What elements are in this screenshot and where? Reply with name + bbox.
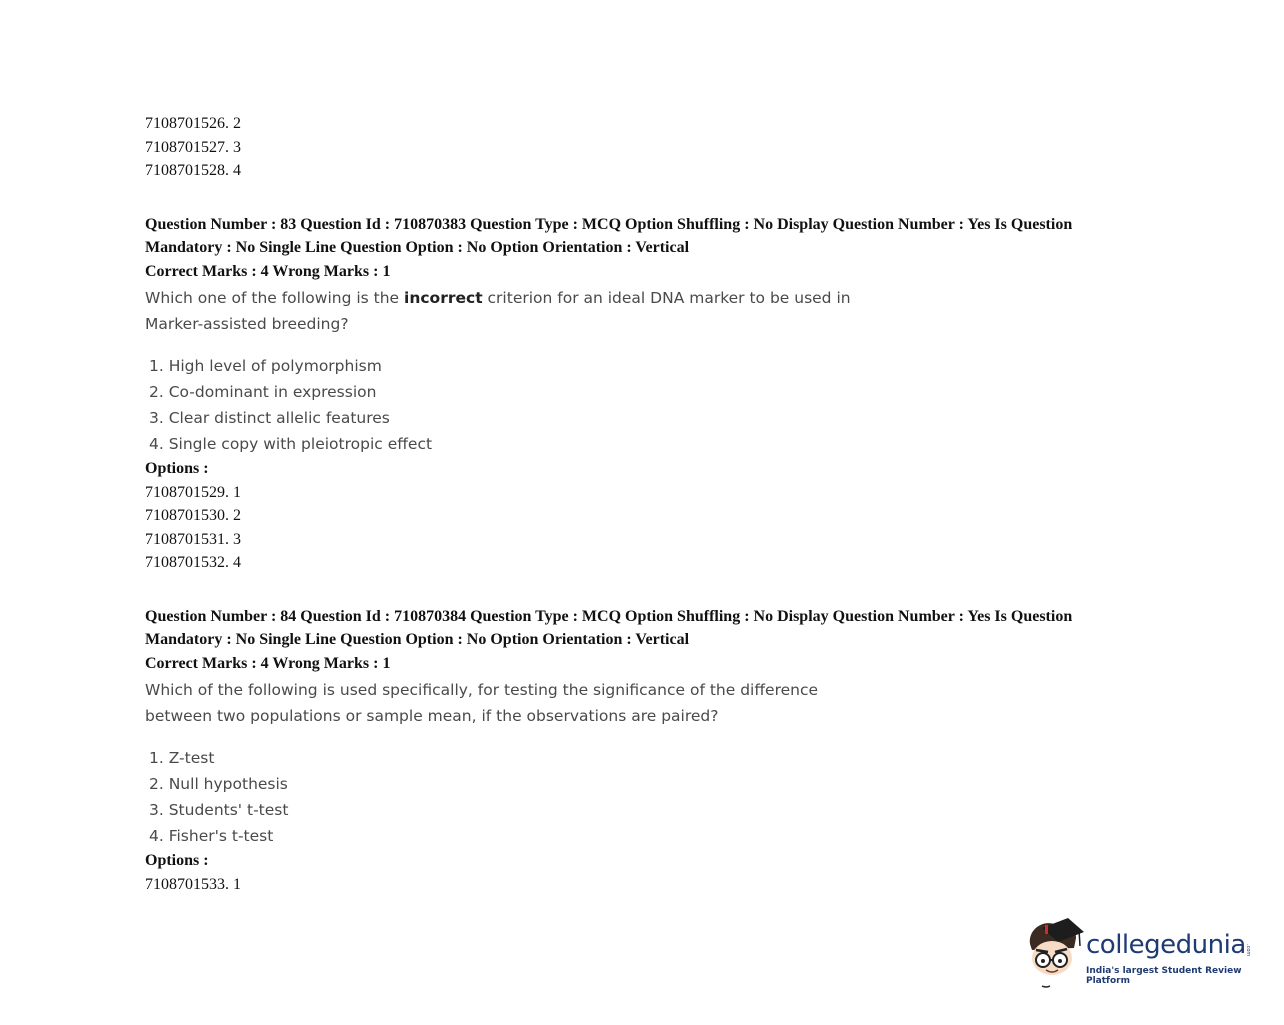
question-meta — [145, 605, 1165, 676]
options-label: Options : — [145, 460, 209, 477]
choice-item: 1. Z-test — [149, 749, 215, 767]
choice-item: 4. Single copy with pleiotropic effect — [149, 435, 433, 453]
option-line: 7108701527. 3 — [145, 138, 241, 156]
option-line: 7108701533. 1 — [145, 875, 241, 893]
question-text-part: between two populations or sample mean, if the observations are paired? — [145, 707, 719, 725]
logo-domain-suffix: .com — [1245, 944, 1251, 957]
option-line: 7108701528. 4 — [145, 162, 241, 179]
question-text — [145, 677, 1165, 729]
option-line: 7108701530. 2 — [145, 507, 241, 524]
choice-item: 3. Clear distinct allelic features — [149, 409, 390, 427]
options-label: Options : — [145, 852, 209, 869]
question-meta — [145, 213, 1165, 284]
question-text-part: Which of the following is used specifically, for testing the significance of the difference — [145, 681, 819, 699]
choice-item: 3. Students' t-test — [149, 801, 289, 819]
mascot-icon — [1024, 916, 1086, 990]
choice-list — [149, 353, 1165, 457]
question-marks: Correct Marks : 4 Wrong Marks : 1 — [145, 262, 391, 280]
question-text-part: Marker-assisted breeding? — [145, 315, 349, 333]
collegedunia-logo — [1024, 916, 1264, 996]
choice-item: 2. Null hypothesis — [149, 775, 288, 793]
question-meta-line: Mandatory : No Single Line Question Option : No Option Orientation : Vertical — [145, 239, 690, 256]
question-meta-line: Question Number : 83 Question Id : 710870383 Question Type : MCQ Option Shuffling : No Display Question Number : Yes Is Question — [145, 215, 1073, 233]
choice-item: 1. High level of polymorphism — [149, 357, 382, 375]
option-line: 7108701531. 3 — [145, 530, 241, 548]
choice-item: 2. Co-dominant in expression — [149, 383, 377, 401]
choice-list — [149, 745, 1165, 849]
logo-tagline: India's largest Student Review Platform — [1086, 966, 1242, 986]
logo-wordmark: collegedunia — [1086, 930, 1246, 960]
question-83 — [145, 213, 1165, 575]
option-line: 7108701529. 1 — [145, 483, 241, 501]
previous-options — [145, 112, 1165, 183]
question-marks: Correct Marks : 4 Wrong Marks : 1 — [145, 654, 391, 672]
question-text-part: Which one of the following is the — [145, 289, 405, 307]
question-84 — [145, 605, 1165, 897]
exam-document — [145, 112, 1165, 896]
question-meta-line: Mandatory : No Single Line Question Option : No Option Orientation : Vertical — [145, 631, 690, 648]
question-text-part: criterion for an ideal DNA marker to be used in — [482, 289, 851, 307]
question-text-emphasis: incorrect — [404, 289, 483, 307]
choice-item: 4. Fisher's t-test — [149, 827, 274, 845]
question-text — [145, 285, 1165, 337]
option-line: 7108701532. 4 — [145, 554, 241, 571]
option-line: 7108701526. 2 — [145, 115, 241, 132]
question-meta-line: Question Number : 84 Question Id : 710870384 Question Type : MCQ Option Shuffling : No Display Question Number : Yes Is Question — [145, 607, 1073, 625]
